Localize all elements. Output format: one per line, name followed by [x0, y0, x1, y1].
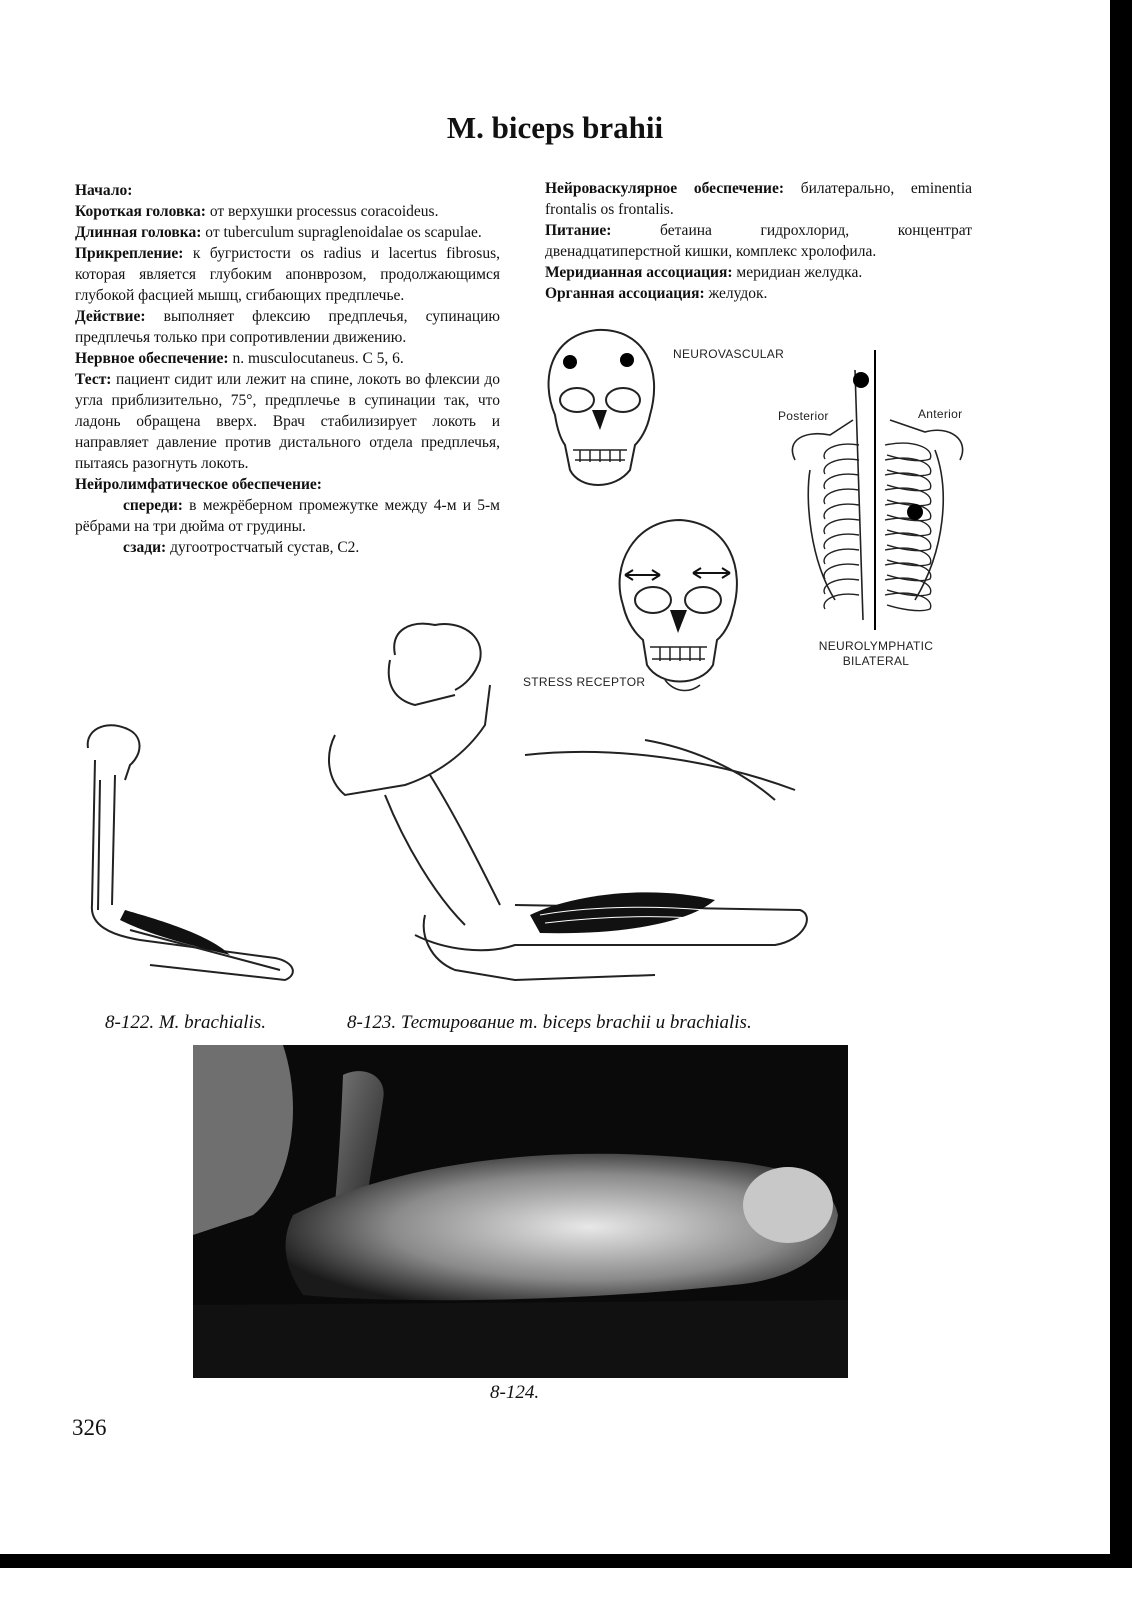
label-neurovascular: NEUROVASCULAR	[673, 347, 785, 361]
spine-ribcage-illustration	[775, 350, 985, 630]
rib-posterior	[824, 594, 859, 609]
front-paragraph: спереди: в межрёберном промежутке между 4-м и 5-м рёбрами на три дюйма от грудины.	[75, 497, 500, 535]
rib-posterior	[824, 489, 859, 504]
rib-posterior	[824, 564, 859, 579]
left-column	[75, 180, 500, 558]
test-paragraph: Тест: пациент сидит или лежит на спине, локоть во флексии до угла приблизительно, 75°, предплечье в супинации так, что ладонь обращена вверх. Врач стабилизирует локоть и направляет давление против дистального отдела предплечья, пытаясь разогнуть локоть.	[75, 371, 500, 472]
rib-posterior	[824, 444, 859, 459]
nutrition-paragraph: Питание: бетаина гидрохлорид, концентрат двенадцатиперстной кишки, комплекс хролофила.	[545, 222, 972, 260]
neurovascular-point-left	[563, 355, 577, 369]
neurovascular-paragraph: Нейроваскулярное обеспечение: билатерально, eminentia frontalis os frontalis.	[545, 180, 973, 218]
anterior-point	[907, 504, 923, 520]
caption-fig-8-123: 8-123. Тестирование т. biceps brachii и brachialis.	[347, 1012, 752, 1033]
neurovascular-point-right	[620, 353, 634, 367]
posterior-point	[853, 372, 869, 388]
biceps-test-illustration	[315, 615, 820, 1005]
page-title: M. biceps brahii	[446, 110, 664, 145]
fig-8-124-photo	[193, 1045, 848, 1378]
rib-posterior	[824, 549, 859, 564]
meridian-paragraph: Меридианная ассоциация: меридиан желудка.	[545, 264, 863, 281]
label-neurolymphatic: NEUROLYMPHATIC	[818, 639, 934, 653]
rib-posterior	[824, 579, 859, 594]
photo-content	[193, 1045, 848, 1378]
back-paragraph: сзади: дугоотростчатый сустав, С2.	[123, 539, 360, 556]
rib-posterior	[824, 519, 859, 534]
short-head-paragraph: Короткая головка: от верхушки processus coracoideus.	[75, 203, 439, 220]
insertion-paragraph: Прикрепление: к бугристости os radius и lacertus fibrosus, которая является глубоким апонврозом, продолжающимся глубокой фасцией мышц, сгибающих предплечье.	[75, 245, 500, 304]
brachialis-arm-illustration	[70, 720, 315, 995]
caption-fig-8-122: 8-122. M. brachialis.	[105, 1012, 266, 1033]
scan-edge-right	[1110, 0, 1132, 1568]
scan-edge-bottom	[0, 1554, 1132, 1568]
label-stress-receptor: STRESS RECEPTOR	[523, 675, 646, 689]
action-paragraph: Действие: выполняет флексию предплечья, супинацию предплечья только при сопротивлении движению.	[75, 308, 500, 346]
label-anterior: Anterior	[918, 407, 963, 421]
rib-posterior	[824, 459, 859, 474]
rib-posterior	[824, 534, 859, 549]
organ-paragraph: Органная ассоциация: желудок.	[545, 285, 768, 302]
caption-fig-8-124: 8-124.	[490, 1382, 540, 1403]
skull-neurovascular-illustration	[535, 320, 665, 495]
rib-posterior	[824, 474, 859, 489]
origin-heading: Начало:	[75, 182, 133, 199]
long-head-paragraph: Длинная головка: от tuberculum supraglenoidalae os scapulae.	[75, 224, 482, 241]
neurolymph-heading: Нейролимфатическое обеспечение:	[75, 476, 322, 493]
page-number: 326	[72, 1415, 107, 1440]
nerve-paragraph: Нервное обеспечение: n. musculocutaneus. С 5, 6.	[75, 350, 404, 367]
rib-posterior	[824, 504, 859, 519]
label-posterior: Posterior	[778, 409, 829, 423]
right-column	[545, 178, 972, 304]
label-bilateral: BILATERAL	[842, 654, 910, 668]
